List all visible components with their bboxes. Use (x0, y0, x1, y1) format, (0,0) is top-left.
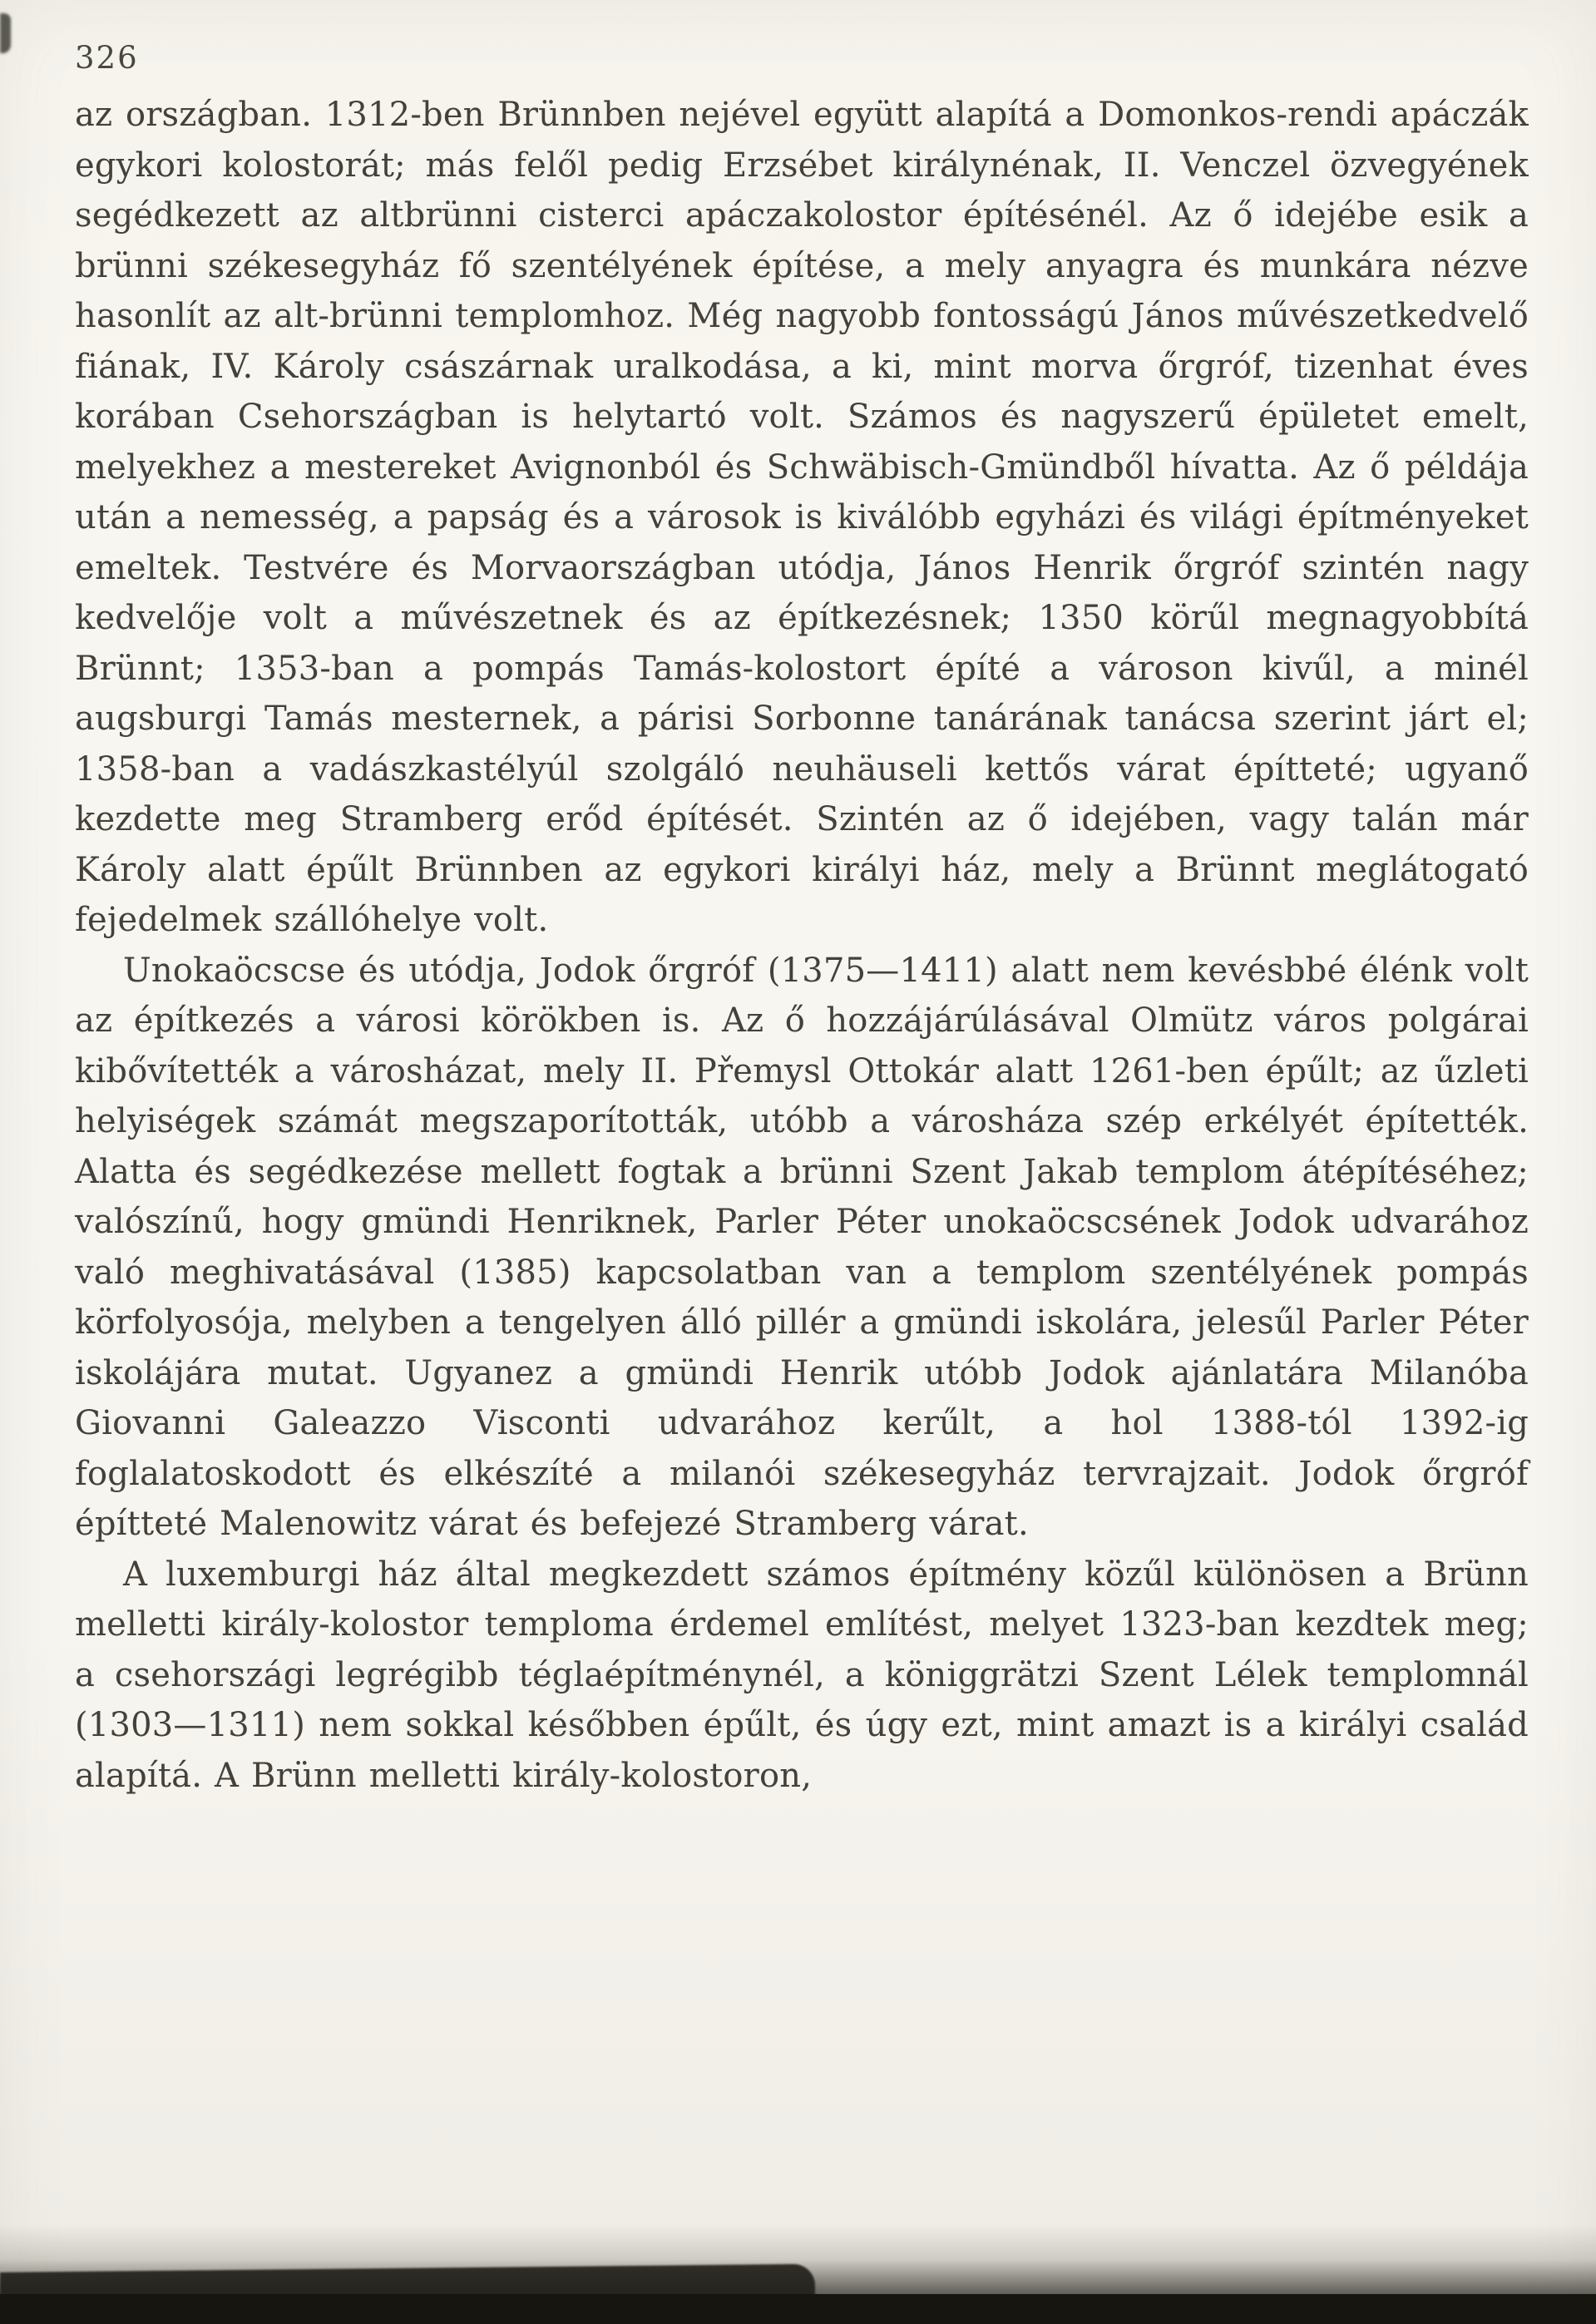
scan-edge-bottom (0, 2294, 1596, 2324)
scan-artifact-top-left (0, 13, 11, 53)
paragraph: Unokaöcscse és utódja, Jodok őrgróf (1375—1411) alatt nem kevésbbé élénk volt az építkezés a városi körökben is. Az ő hozzájárúlásával Olmütz város polgárai kibővítették a városházat, mely II. Přemysl Ottokár alatt 1261-ben épűlt; az űzleti helyiségek számát megszaporították, utóbb a városháza szép erkélyét építették. Alatta és segédkezése mellett fogtak a brünni Szent Jakab templom átépítéséhez; valószínű, hogy gmündi Henriknek, Parler Péter unokaöcscsének Jodok udvarához való meghivatásával (1385) kapcsolatban van a templom szentélyének pompás körfolyosója, melyben a tengelyen álló pillér a gmündi iskolára, jelesűl Parler Péter iskolájára mutat. Ugyanez a gmündi Henrik utóbb Jodok ajánlatára Milanóba Giovanni Galeazzo Visconti udvarához kerűlt, a hol 1388-tól 1392-ig foglalatoskodott és elkészíté a milanói székesegyház tervrajzait. Jodok őrgróf építteté Malenowitz várat és befejezé Stramberg várat. (75, 951, 1529, 1543)
page-number: 326 (75, 40, 139, 76)
paragraph: A luxemburgi ház által megkezdett számos építmény közűl különösen a Brünn melletti király-kolostor temploma érdemel említést, melyet 1323-ban kezdtek meg; a csehországi legrégibb téglaépítménynél, a königgrätzi Szent Lélek templomnál (1303—1311) nem sokkal későbben épűlt, és úgy ezt, mint amazt is a királyi család alapítá. A Brünn melletti király-kolostoron, (75, 1555, 1529, 1795)
text-block (75, 90, 1529, 1801)
paragraph: az országban. 1312-ben Brünnben nejével együtt alapítá a Domonkos-rendi apáczák egykori kolostorát; más felől pedig Erzsébet királynénak, II. Venczel özvegyének segédkezett az altbrünni cisterci apáczakolostor építésénél. Az ő idejébe esik a brünni székesegyház fő szentélyének építése, a mely anyagra és munkára nézve hasonlít az alt-brünni templomhoz. Még nagyobb fontosságú János művészetkedvelő fiának, IV. Károly császárnak uralkodása, a ki, mint morva őrgróf, tizenhat éves korában Csehországban is helytartó volt. Számos és nagyszerű épületet emelt, melyekhez a mestereket Avignonból és Schwäbisch-Gmündből hívatta. Az ő példája után a nemesség, a papság és a városok is kiválóbb egyházi és világi építményeket emeltek. Testvére és Morvaországban utódja, János Henrik őrgróf szintén nagy kedvelője volt a művészetnek és az építkezésnek; 1350 körűl megnagyobbítá Brünnt; 1353-ban a pompás Tamás-kolostort építé a városon kivűl, a minél augsburgi Tamás mesternek, a párisi Sorbonne tanárának tanácsa szerint járt el; 1358-ban a vadászkastélyúl szolgáló neuhäuseli kettős várat építteté; ugyanő kezdette meg Stramberg erőd építését. Szintén az ő idejében, vagy talán már Károly alatt épűlt Brünnben az egykori királyi ház, mely a Brünnt meglátogató fejedelmek szállóhelye volt. (75, 96, 1529, 939)
